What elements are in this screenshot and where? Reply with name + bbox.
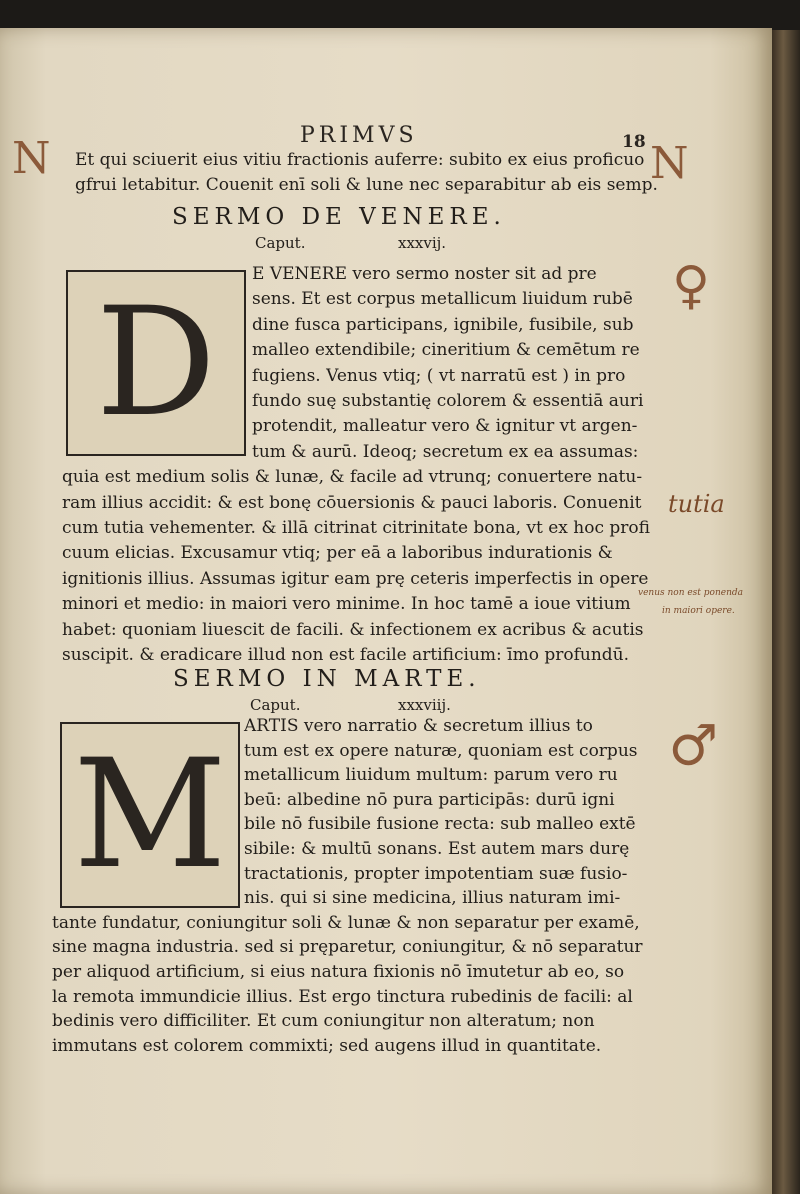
venus-line: cuum elicias. Excusamur vtiq; per eā a laboribus indurationis &	[62, 543, 613, 564]
mars-line: tractationis, propter impotentiam suæ fusio-	[244, 863, 628, 884]
page-edge	[772, 30, 800, 1194]
mars-line: sine magna industria. sed si pręparetur, coniungitur, & nō separatur	[52, 937, 643, 958]
book-page	[0, 28, 772, 1194]
venus-line: sens. Et est corpus metallicum liuidum rubē	[252, 289, 633, 310]
mars-heading: SERMO IN MARTE.	[173, 666, 481, 692]
tutia-note: tutia	[668, 490, 725, 518]
mars-line: tum est ex opere naturæ, quoniam est corpus	[244, 740, 638, 761]
mars-initial-m: M	[60, 722, 240, 908]
mars-line: metallicum liuidum multum: parum vero ru	[244, 765, 618, 786]
mars-caput-label: Caput.	[250, 696, 301, 714]
margin-note-line-2: in maiori opere.	[662, 606, 735, 616]
venus-line: minori et medio: in maiori vero minime. In hoc tamē a ioue vitium	[62, 594, 631, 615]
venus-line: E VENERE vero sermo noster sit ad pre	[252, 264, 597, 284]
venus-heading: SERMO DE VENERE.	[172, 204, 506, 230]
venus-line: cum tutia vehementer. & illā citrinat citrinitate bona, vt ex hoc profi	[62, 518, 650, 538]
venus-line: fundo suę substantię colorem & essentiā auri	[252, 391, 644, 411]
margin-mark-right: N	[650, 138, 689, 189]
venus-line: quia est medium solis & lunæ, & facile ad vtrunq; conuertere natu-	[62, 467, 643, 488]
margin-note-line-1: venus non est ponenda	[638, 588, 744, 598]
venus-line: dine fusca participans, ignibile, fusibile, sub	[252, 314, 634, 335]
venus-chapter-number: xxxvij.	[398, 234, 447, 252]
mars-line: beū: albedine nō pura participās: durū igni	[244, 789, 615, 810]
venus-line: ignitionis illius. Assumas igitur eam prę ceteris imperfectis in opere	[62, 568, 649, 589]
mars-chapter-number: xxxviij.	[398, 696, 451, 714]
venus-symbol: ♀	[672, 256, 711, 316]
mars-line: bile nō fusibile fusione recta: sub malleo extē	[244, 814, 636, 835]
folio-number: 18	[622, 132, 646, 152]
venus-line: tum & aurū. Ideoq; secretum ex ea assumas:	[252, 441, 639, 462]
intro-line-2: gfrui letabitur. Couenit enī soli & lune nec separabitur ab eis semp.	[75, 175, 658, 195]
venus-initial-d: D	[66, 270, 246, 456]
venus-line: habet: quoniam liuescit de facili. & infectionem ex acribus & acutis	[62, 619, 644, 640]
venus-line: malleo extendibile; cineritium & cemētum re	[252, 340, 640, 361]
mars-line: immutans est colorem commixti; sed augens illud in quantitate.	[52, 1035, 602, 1056]
mars-symbol: ♂	[668, 714, 719, 779]
mars-line: la remota immundicie illius. Est ergo tinctura rubedinis de facili: al	[52, 986, 633, 1007]
mars-line: tante fundatur, coniungitur soli & lunæ & non separatur per examē,	[52, 912, 640, 933]
mars-line: nis. qui si sine medicina, illius naturam imi-	[244, 888, 621, 909]
mars-line: sibile: & multū sonans. Est autem mars durę	[244, 839, 630, 859]
mars-line: per aliquod artificium, si eius natura fixionis nō īmutetur ab eo, so	[52, 962, 625, 982]
running-head: PRIMVS	[300, 123, 418, 148]
venus-line: ram illius accidit: & est bonę cōuersionis & pauci laboris. Conuenit	[62, 492, 642, 513]
venus-line: protendit, malleatur vero & ignitur vt argen-	[252, 416, 638, 437]
mars-line: ARTIS vero narratio & secretum illius to	[244, 716, 593, 736]
mars-line: bedinis vero difficiliter. Et cum coniungitur non alteratum; non	[52, 1011, 595, 1032]
margin-mark-left: N	[12, 133, 51, 184]
venus-line: suscipit. & eradicare illud non est facile artificium: īmo profundū.	[62, 645, 630, 665]
intro-line-1: Et qui sciuerit eius vitiu fractionis auferre: subito ex eius proficuo	[75, 150, 645, 170]
venus-line: fugiens. Venus vtiq; ( vt narratū est ) in pro	[252, 365, 626, 386]
venus-caput-label: Caput.	[255, 234, 306, 252]
